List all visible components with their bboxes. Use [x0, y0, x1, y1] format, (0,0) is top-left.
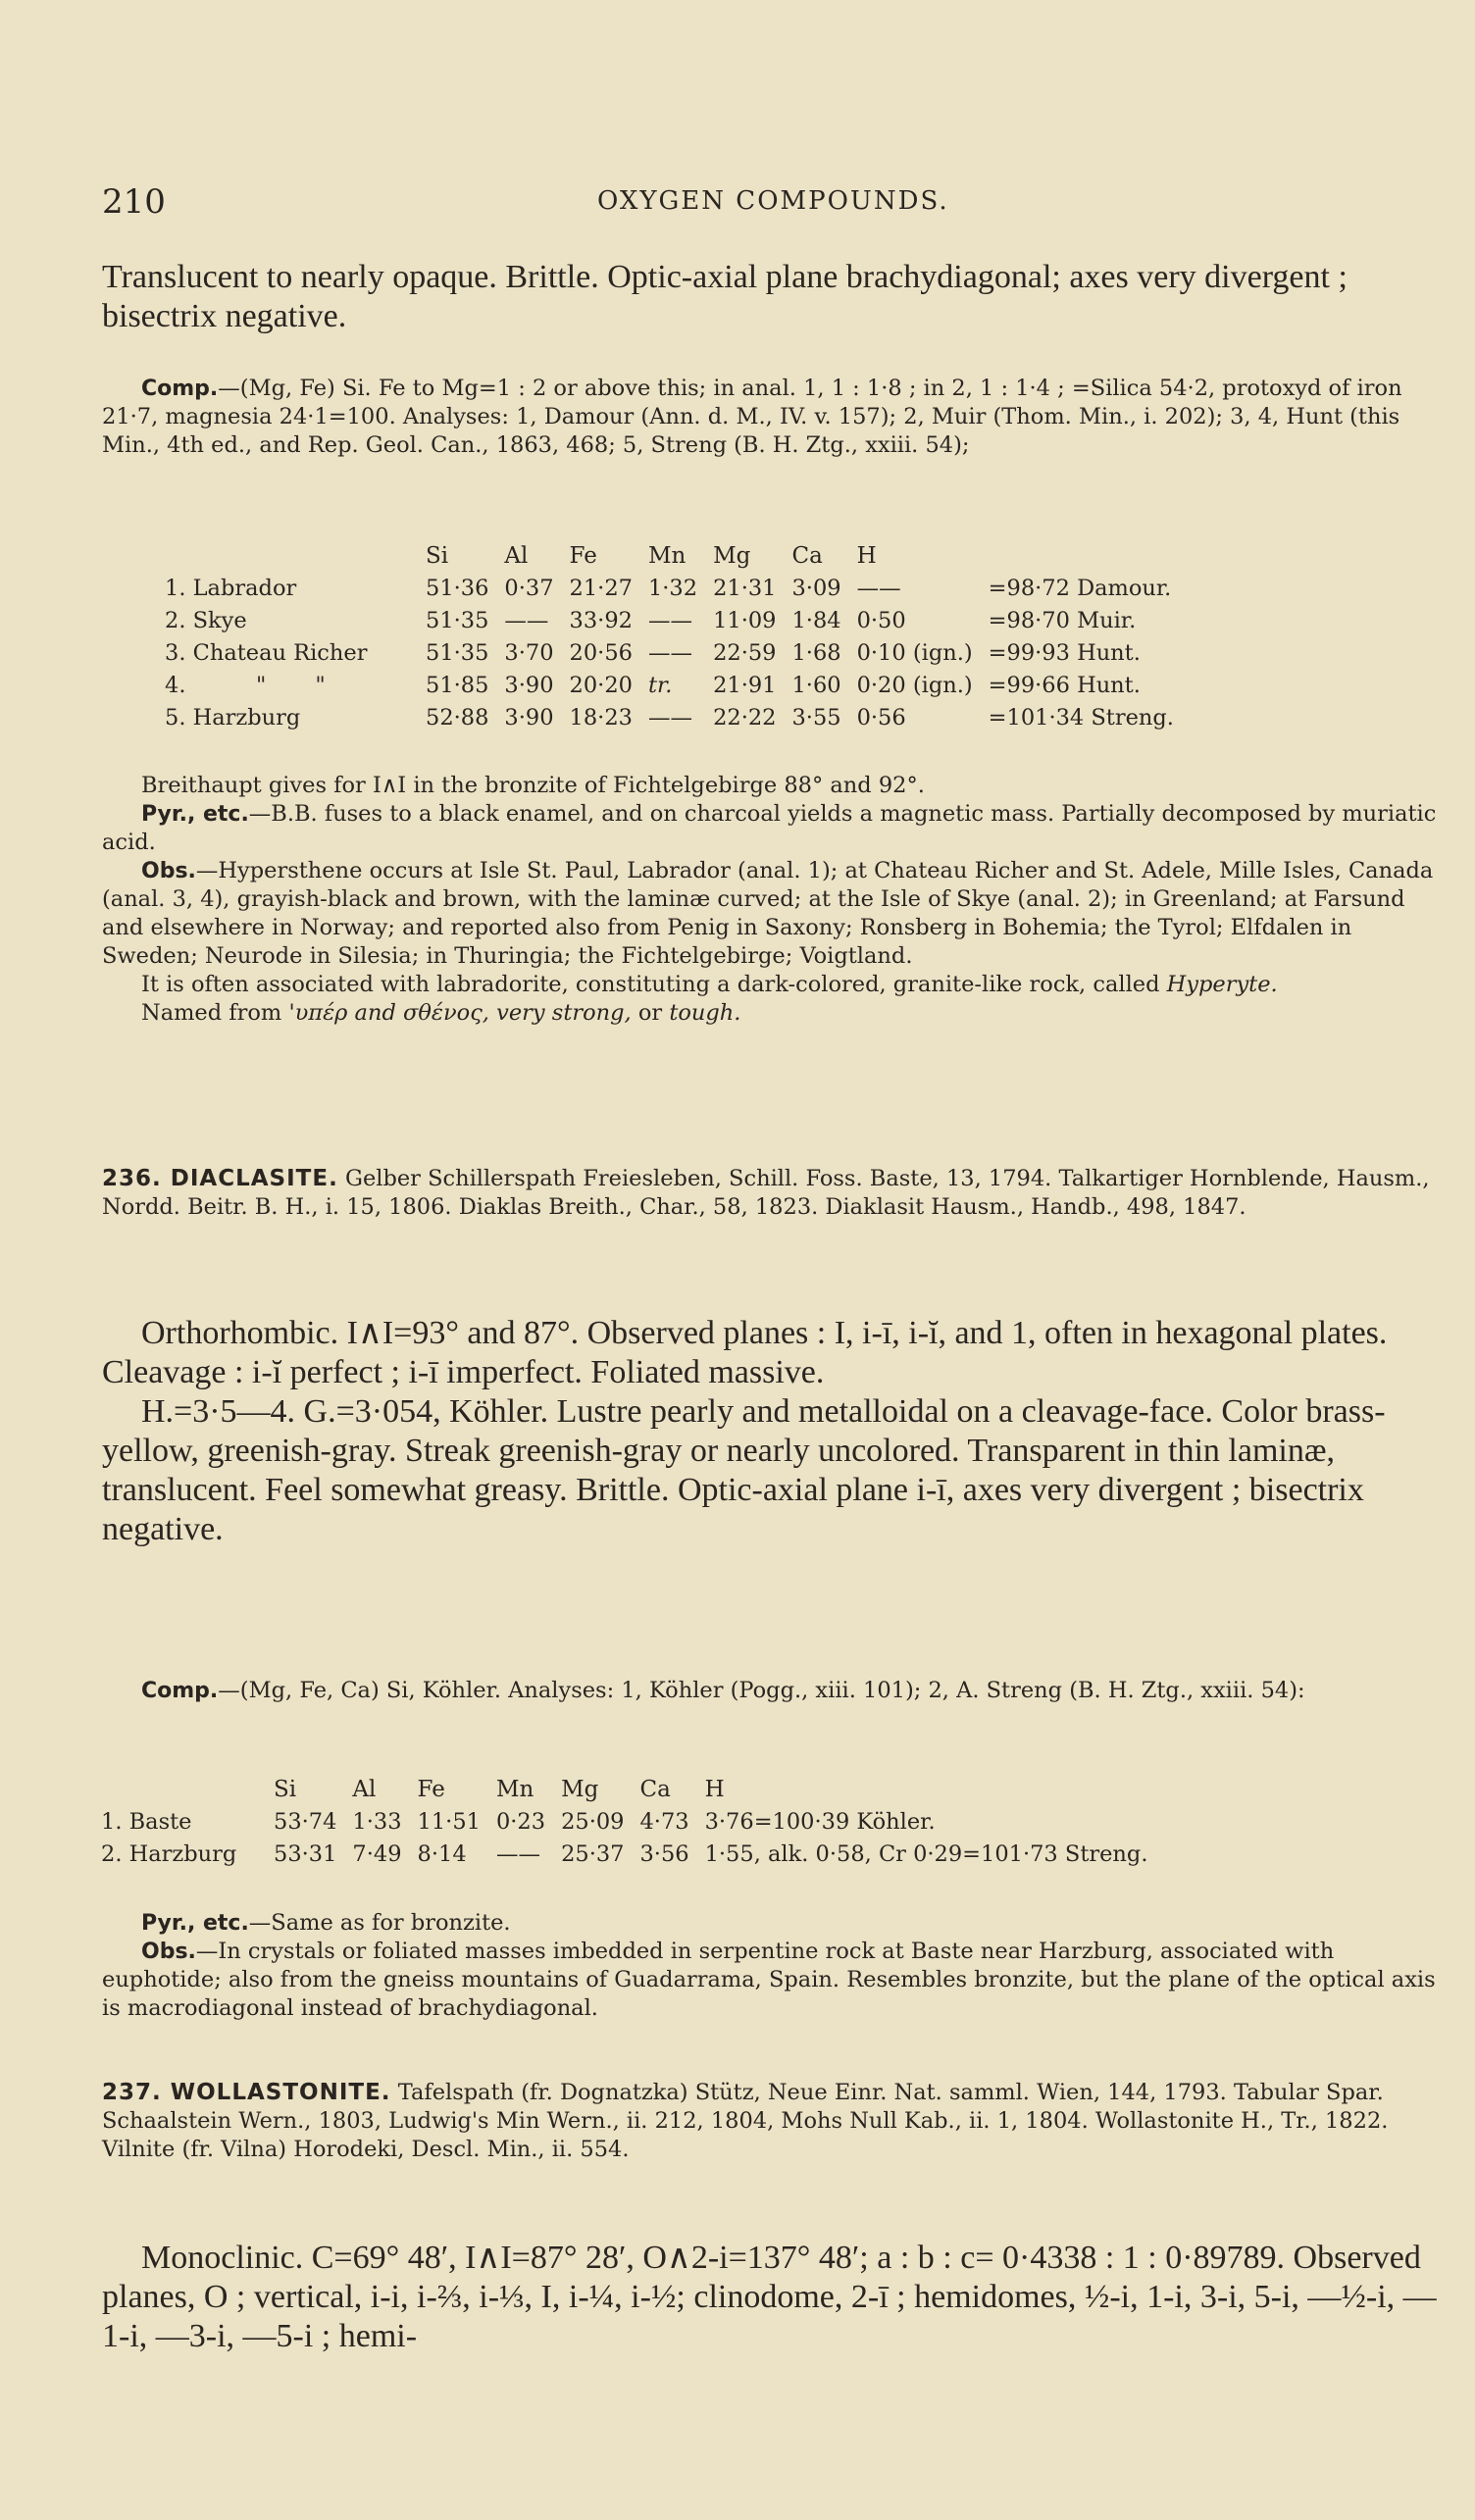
meaning-1: very strong, — [488, 1000, 632, 1026]
pyr-para — [102, 1909, 1446, 1938]
cell: 1. Baste — [101, 1808, 192, 1835]
cell: 3·76=100·39 Köhler. — [704, 1808, 936, 1835]
cell: 1·60 — [791, 672, 841, 698]
cell: 1. Labrador — [165, 575, 297, 601]
wollastonite-synonymy — [102, 2079, 1446, 2164]
wollastonite-heading-para — [102, 2079, 1446, 2164]
obs-para — [102, 1938, 1446, 2023]
diaclasite-comp-para — [102, 1677, 1446, 1705]
cell: —— — [504, 607, 549, 633]
cell: 21·27 — [569, 575, 633, 601]
cell: 4·73 — [639, 1808, 689, 1835]
assoc-text: It is often associated with labradorite, constituting a dark-colored, granite-like rock, called — [141, 972, 1167, 997]
comp-label: Comp. — [141, 1679, 219, 1703]
diaclasite-notes — [102, 1909, 1446, 2023]
association-para — [102, 971, 1446, 999]
header-cell: Fe — [417, 1776, 445, 1802]
header-cell: Mn — [647, 542, 687, 569]
diaclasite-composition — [102, 1677, 1446, 1705]
cell: 51·35 — [426, 607, 489, 633]
pyr-para — [102, 800, 1446, 857]
cell: =98·72 Damour. — [988, 575, 1172, 601]
cell: 1·68 — [791, 639, 841, 666]
header-cell: Mn — [495, 1776, 534, 1802]
intro-text: Translucent to nearly opaque. Brittle. Optic-axial plane brachydiagonal; axes very divergent ; bisectrix negative. — [102, 259, 1348, 334]
hypersthene-composition — [102, 375, 1446, 460]
header-cell: Ca — [639, 1776, 671, 1802]
table-row — [157, 701, 1182, 733]
cell: 25·37 — [561, 1840, 625, 1867]
diaclasite-title: 236. DIACLASITE. — [102, 1166, 338, 1191]
header-cell: H — [704, 1776, 725, 1802]
cell: 3·55 — [791, 704, 841, 731]
comp-text: —(Mg, Fe) Si. Fe to Mg=1 : 2 or above this; in anal. 1, 1 : 1·8 ; in 2, 1 : 1·4 ; =Silica 54·2, protoxyd of iron 21·7, magnesia 24·1=100. Analyses: 1, Damour (Ann. d. M., IV. v. 157); 2, Muir (Thom. Min., i. 202); 3, 4, Hunt (this Min., 4th ed., and Rep. Geol. Can., 1863, 468; 5, Streng (B. H. Ztg., xxiii. 54); — [102, 376, 1402, 458]
cell: 22·22 — [713, 704, 777, 731]
cell: 3. Chateau Richer — [165, 639, 368, 666]
breithaupt-note: Breithaupt gives for I∧I in the bronzite of Fichtelgebirge 88° and 92°. — [141, 773, 925, 798]
header-cell: Al — [504, 542, 529, 569]
etymology-para — [102, 999, 1446, 1028]
cell: 25·09 — [561, 1808, 625, 1835]
pyr-text: —Same as for bronzite. — [248, 1910, 511, 1936]
cell: 3·09 — [791, 575, 841, 601]
cell: 5. Harzburg — [165, 704, 301, 731]
cell: 1·33 — [352, 1808, 402, 1835]
table-header-row — [93, 1773, 1155, 1805]
cell: 53·31 — [274, 1840, 337, 1867]
cell: 2. Skye — [165, 607, 247, 633]
hypersthene-notes — [102, 772, 1446, 1028]
cell: 21·31 — [713, 575, 777, 601]
cell: 1·32 — [647, 575, 698, 601]
header-cell: Mg — [561, 1776, 599, 1802]
cell: —— — [647, 639, 692, 666]
page-number: 210 — [102, 182, 166, 222]
header-cell — [981, 539, 1182, 572]
cell: 4. " " — [165, 672, 326, 698]
cell: 3·90 — [504, 704, 554, 731]
cell: 7·49 — [352, 1840, 402, 1867]
diaclasite-heading-para — [102, 1165, 1446, 1222]
cell: 3·90 — [504, 672, 554, 698]
cell: —— — [647, 607, 692, 633]
cell: 52·88 — [426, 704, 489, 731]
or-word: or — [631, 1000, 670, 1026]
diaclasite-synonymy-text: Gelber Schillerspath Freiesleben, Schill. Foss. Baste, 13, 1794. Talkartiger Hornblende, Hausm., Nordd. Beitr. B. H., i. 15, 1806. Diaklas Breith., Char., 58, 1823. Diaklasit Hausm., Handb., 498, 1847. — [102, 1166, 1430, 1220]
cell: 0·56 — [856, 704, 906, 731]
cell: 8·14 — [417, 1840, 467, 1867]
header-cell: Mg — [713, 542, 751, 569]
header-cell: Si — [426, 542, 449, 569]
diaclasite-crystal-para: Orthorhombic. I∧I=93° and 87°. Observed planes : I, i-ī, i-ĭ, and 1, often in hexagonal plates. Cleavage : i-ĭ perfect ; i-ī imperfect. Foliated massive. — [102, 1315, 1388, 1390]
table-row — [157, 669, 1182, 701]
table-row — [157, 572, 1182, 604]
greek-words: 'υπέρ and σθένος, — [288, 1000, 489, 1026]
cell: 21·91 — [713, 672, 777, 698]
cell: =99·66 Hunt. — [988, 672, 1141, 698]
diaclasite-analysis-table — [93, 1773, 1155, 1870]
cell: 33·92 — [569, 607, 633, 633]
intro-paragraph — [102, 258, 1446, 336]
pyr-label: Pyr., etc. — [141, 802, 249, 827]
diaclasite-description — [102, 1314, 1446, 1549]
cell: —— — [647, 704, 692, 731]
header-cell: Ca — [791, 542, 823, 569]
obs-text: —Hypersthene occurs at Isle St. Paul, Labrador (anal. 1); at Chateau Richer and St. Adele, Mille Isles, Canada (anal. 3, 4), grayish-black and brown, with the laminæ curved; at the Isle of Skye (anal. 2); in Greenland; at Farsund and elsewhere in Norway; and reported also from Penig in Saxony; Ronsberg in Bohemia; the Tyrol; Elfdalen in Sweden; Neurode in Silesia; in Thuringia; the Fichtelgebirge; Voigtland. — [102, 858, 1434, 969]
table-row — [93, 1838, 1155, 1870]
cell: 22·59 — [713, 639, 777, 666]
wollastonite-description — [102, 2239, 1446, 2356]
cell: tr. — [647, 672, 673, 698]
obs-text: —In crystals or foliated masses imbedded in serpentine rock at Baste near Harzburg, associated with euphotide; also from the gneiss mountains of Guadarrama, Spain. Resembles bronzite, but the plane of the optical axis is macrodiagonal instead of brachydiagonal. — [102, 1939, 1436, 2021]
table-row — [157, 636, 1182, 669]
cell: 11·09 — [713, 607, 777, 633]
named-from: Named from — [141, 1000, 289, 1026]
cell: =99·93 Hunt. — [988, 639, 1141, 666]
cell: 0·23 — [495, 1808, 546, 1835]
cell: 51·36 — [426, 575, 489, 601]
cell: 18·23 — [569, 704, 633, 731]
table-row — [93, 1805, 1155, 1838]
comp-text: —(Mg, Fe, Ca) Si, Köhler. Analyses: 1, Köhler (Pogg., xiii. 101); 2, A. Streng (B. H. Ztg., xxiii. 54): — [218, 1678, 1305, 1703]
cell: 51·85 — [426, 672, 489, 698]
cell: 0·20 (ign.) — [856, 672, 973, 698]
obs-label: Obs. — [141, 859, 196, 883]
hyperyte-term: Hyperyte. — [1166, 972, 1278, 997]
hypersthene-comp-para — [102, 375, 1446, 460]
wollastonite-synonymy-text: Tafelspath (fr. Dognatzka) Stütz, Neue Einr. Nat. samml. Wien, 144, 1793. Tabular Spar. Schaalstein Wern., 1803, Ludwig's Min Wern., ii. 212, 1804, Mohs Null Kab., ii. 1, 1804. Wollastonite H., Tr., 1822. Vilnite (fr. Vilna) Horodeki, Descl. Min., ii. 554. — [102, 2080, 1389, 2162]
diaclasite-synonymy — [102, 1165, 1446, 1222]
header-cell: Fe — [569, 542, 597, 569]
running-title: OXYGEN COMPOUNDS. — [597, 186, 949, 216]
cell: 53·74 — [274, 1808, 337, 1835]
cell: =101·34 Streng. — [988, 704, 1174, 731]
cell: 51·35 — [426, 639, 489, 666]
wollastonite-crystal-para: Monoclinic. C=69° 48′, I∧I=87° 28′, O∧2-i=137° 48′; a : b : c= 0·4338 : 1 : 0·89789. Observed planes, O ; vertical, i-i, i-⅔, i-⅓, I, i-¼, i-½; clinodome, 2-ī ; hemidomes, ½-i, 1-i, 3-i, 5-i, —½-i, —1-i, —3-i, —5-i ; hemi- — [102, 2240, 1437, 2354]
comp-label: Comp. — [141, 377, 219, 401]
wollastonite-title: 237. WOLLASTONITE. — [102, 2080, 391, 2105]
hypersthene-analysis-table — [157, 539, 1182, 733]
cell: 0·50 — [856, 607, 906, 633]
pyr-text: —B.B. fuses to a black enamel, and on charcoal yields a magnetic mass. Partially decomposed by muriatic acid. — [102, 801, 1437, 855]
cell: =98·70 Muir. — [988, 607, 1137, 633]
cell: —— — [856, 575, 901, 601]
cell: 20·20 — [569, 672, 633, 698]
diaclasite-physical-para: H.=3·5—4. G.=3·054, Köhler. Lustre pearly and metalloidal on a cleavage-face. Color brass-yellow, greenish-gray. Streak greenish-gray or nearly uncolored. Transparent in thin laminæ, translucent. Feel somewhat greasy. Brittle. Optic-axial plane i-ī, axes very divergent ; bisectrix negative. — [102, 1393, 1386, 1547]
page-header — [102, 182, 1436, 222]
header-cell: Si — [274, 1776, 297, 1802]
header-cell — [93, 1773, 266, 1805]
cell: 0·10 (ign.) — [856, 639, 973, 666]
cell: 1·55, alk. 0·58, Cr 0·29=101·73 Streng. — [704, 1840, 1148, 1867]
pyr-label: Pyr., etc. — [141, 1911, 249, 1936]
header-cell — [157, 539, 418, 572]
cell: 2. Harzburg — [101, 1840, 237, 1867]
obs-label: Obs. — [141, 1940, 196, 1964]
cell: —— — [495, 1840, 540, 1867]
cell: 20·56 — [569, 639, 633, 666]
cell: 1·84 — [791, 607, 841, 633]
obs-para — [102, 857, 1446, 971]
cell: 11·51 — [417, 1808, 481, 1835]
cell: 3·70 — [504, 639, 554, 666]
table-header-row — [157, 539, 1182, 572]
header-cell: Al — [352, 1776, 377, 1802]
header-cell: H — [856, 542, 877, 569]
table-row — [157, 604, 1182, 636]
meaning-2: tough. — [669, 1000, 741, 1026]
cell: 3·56 — [639, 1840, 689, 1867]
cell: 0·37 — [504, 575, 554, 601]
